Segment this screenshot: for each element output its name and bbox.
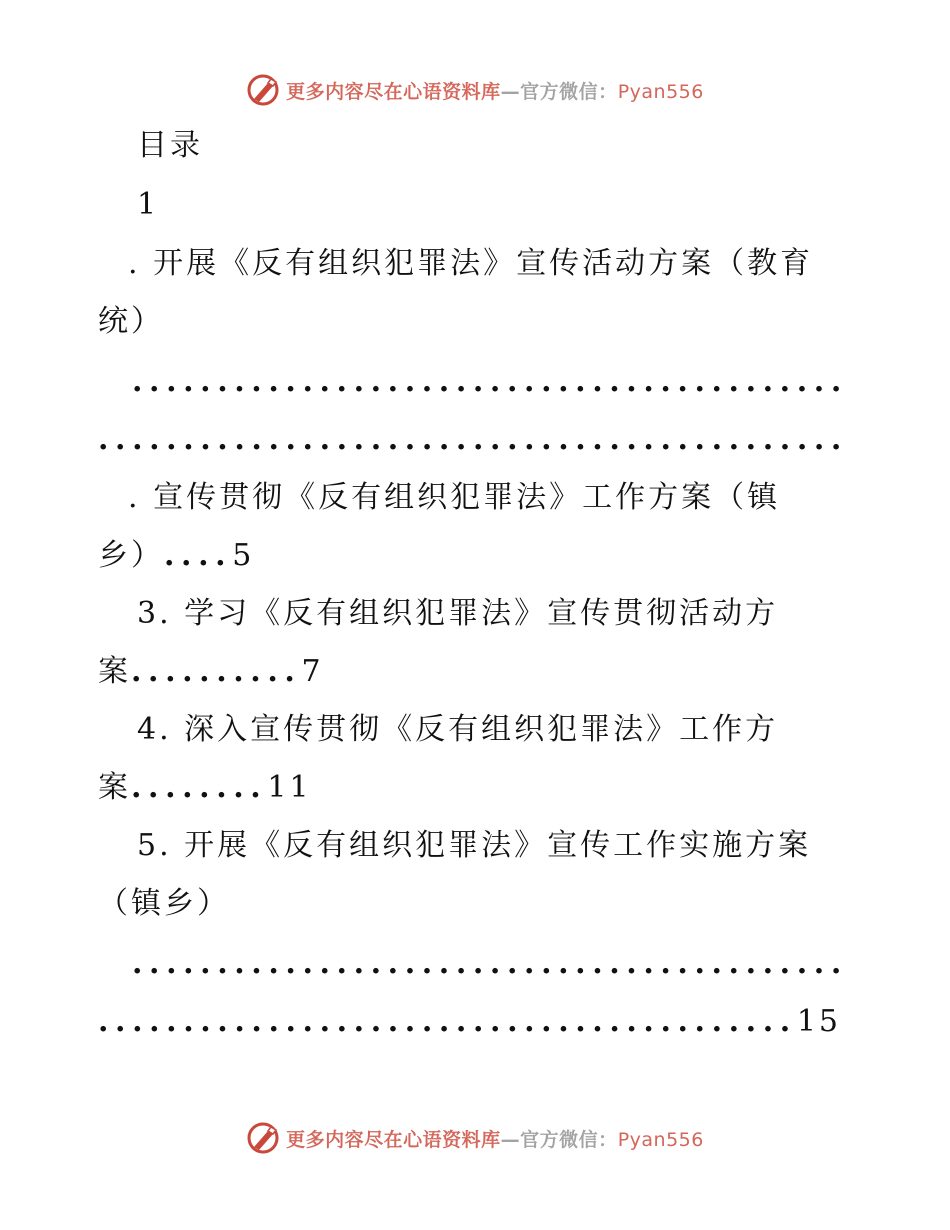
pen-logo-icon [246,73,280,107]
watermark-official: 官方微信： [520,1128,618,1151]
toc-entry-5-dots2: ......................................... [98,1004,797,1039]
toc-entry-1-dots2: ............................................ [98,422,848,457]
watermark-brand: 更多内容尽在心语资料库 [286,80,501,103]
watermark-wechat: Pyan556 [617,1128,704,1151]
toc-entry-4-label: 案 [98,770,131,805]
watermark-official: 官方微信： [520,80,618,103]
toc-entry-3-line2 [98,652,324,692]
toc-entry-3-dots: .......... [131,654,302,689]
toc-entry-5-page: 15 [796,1004,842,1039]
header-watermark [0,70,950,110]
watermark-dash: — [500,80,521,103]
toc-entry-5-dots1: .......................................... [132,946,848,981]
toc-title: 目录 [137,128,203,163]
toc-entry-5-line4 [98,1002,841,1042]
toc-entry-5-line1: 5. 开展《反有组织犯罪法》宣传工作实施方案 [137,828,812,863]
toc-entry-2-line2 [98,536,254,576]
toc-entry-5-line2: （镇乡） [98,886,230,921]
watermark-dash: — [500,1128,521,1151]
toc-entry-3-label: 案 [98,654,131,689]
toc-entry-2-line1: . 宣传贯彻《反有组织犯罪法》工作方案（镇 [128,480,781,515]
toc-entry-2-label: 乡） [98,538,164,573]
toc-entry-2-page: 5 [232,538,255,573]
watermark-wechat: Pyan556 [617,80,704,103]
toc-entry-4-page: 11 [267,770,312,805]
pen-logo-icon [246,1121,280,1155]
toc-entry-1-line2: 统） [98,304,164,339]
toc-entry-4-line1: 4. 深入宣传贯彻《反有组织犯罪法》工作方 [137,712,779,747]
toc-number-one: 1 [137,187,160,222]
watermark-brand: 更多内容尽在心语资料库 [286,1128,501,1151]
toc-entry-3-page: 7 [301,654,324,689]
toc-entry-4-dots: ........ [131,770,268,805]
toc-entry-1-line1: . 开展《反有组织犯罪法》宣传活动方案（教育 [128,246,814,281]
toc-entry-1-dots1: .......................................... [132,364,848,399]
toc-entry-3-line1: 3. 学习《反有组织犯罪法》宣传贯彻活动方 [137,596,779,631]
footer-watermark [0,1118,950,1158]
toc-entry-2-dots: .... [164,538,233,573]
toc-entry-4-line2 [98,768,312,808]
